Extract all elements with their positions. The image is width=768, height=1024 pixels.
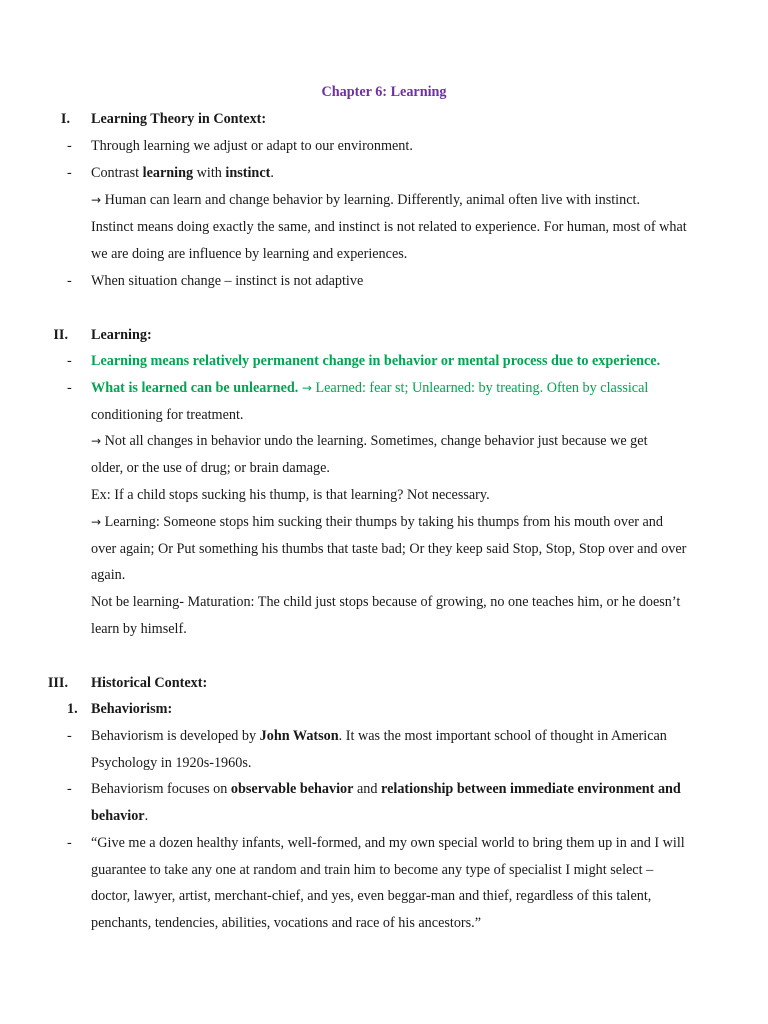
section-2-paragraph-6: again. <box>91 567 126 583</box>
section-3-number: III. <box>47 675 68 691</box>
arrow-right-icon: → <box>91 515 102 529</box>
section-2-bullet-2-continued: conditioning for treatment. <box>91 407 244 423</box>
section-1-bullet-3: When situation change – instinct is not adaptive <box>91 273 364 289</box>
bullet-dash: - <box>67 138 72 154</box>
section-2-bullet-1: Learning means relatively permanent change in behavior or mental process due to experience. <box>91 353 661 369</box>
arrow-right-icon: → <box>91 193 102 207</box>
section-1-paragraph-1: → Human can learn and change behavior by learning. Differently, animal often live with instinct. <box>91 192 641 208</box>
bullet-dash: - <box>67 835 72 851</box>
section-3-bullet-1-continued: Psychology in 1920s-1960s. <box>91 755 252 771</box>
section-2-paragraph-1: → Not all changes in behavior undo the learning. Sometimes, change behavior just because we get <box>91 433 648 449</box>
bullet-dash: - <box>67 353 72 369</box>
watson-quote-line-1: “Give me a dozen healthy infants, well-formed, and my own special world to bring them up in and I will <box>91 835 685 851</box>
section-2-number: II. <box>53 327 68 343</box>
watson-quote-line-3: doctor, lawyer, artist, merchant-chief, and yes, even beggar-man and thief, regardless of this talent, <box>91 888 652 904</box>
chapter-title: Chapter 6: Learning <box>321 84 447 100</box>
section-3-bullet-2: Behaviorism focuses on observable behavior and relationship between immediate environment and <box>91 781 681 797</box>
bullet-dash: - <box>67 165 72 181</box>
section-3-heading: Historical Context: <box>91 675 208 691</box>
watson-quote-line-4: penchants, tendencies, abilities, vocations and race of his ancestors.” <box>91 915 482 931</box>
subsection-1-number: 1. <box>67 701 78 717</box>
section-2-paragraph-7: Not be learning- Maturation: The child just stops because of growing, no one teaches him, or he doesn’t <box>91 594 681 610</box>
section-2-bullet-2: What is learned can be unlearned. → Learned: fear st; Unlearned: by treating. Often by classical <box>91 380 649 396</box>
bullet-dash: - <box>67 273 72 289</box>
section-1-paragraph-3: we are doing are influence by learning and experiences. <box>91 246 408 262</box>
watson-quote-line-2: guarantee to take any one at random and train him to become any type of specialist I might select – <box>91 862 654 878</box>
subsection-1-heading: Behaviorism: <box>91 701 173 717</box>
section-1-heading: Learning Theory in Context: <box>91 111 267 127</box>
section-2-paragraph-3: Ex: If a child stops sucking his thump, is that learning? Not necessary. <box>91 487 490 503</box>
bullet-dash: - <box>67 781 72 797</box>
section-2-paragraph-2: older, or the use of drug; or brain damage. <box>91 460 330 476</box>
section-1-bullet-2: Contrast learning with instinct. <box>91 165 274 181</box>
section-2-paragraph-5: over again; Or Put something his thumbs that taste bad; Or they keep said Stop, Stop, Stop over and over <box>91 541 687 557</box>
section-2-paragraph-8: learn by himself. <box>91 621 187 637</box>
section-3-bullet-1: Behaviorism is developed by John Watson. It was the most important school of thought in American <box>91 728 667 744</box>
section-1-paragraph-2: Instinct means doing exactly the same, and instinct is not related to experience. For human, most of what <box>91 219 687 235</box>
section-1-bullet-1: Through learning we adjust or adapt to our environment. <box>91 138 413 154</box>
arrow-right-icon: → <box>91 434 102 448</box>
section-1-number: I. <box>60 111 70 127</box>
arrow-right-icon: → <box>301 381 312 395</box>
section-2-paragraph-4: → Learning: Someone stops him sucking their thumps by taking his thumps from his mouth over and <box>91 514 663 530</box>
section-3-bullet-2-continued: behavior. <box>91 808 149 824</box>
bullet-dash: - <box>67 728 72 744</box>
bullet-dash: - <box>67 380 72 396</box>
section-2-heading: Learning: <box>91 327 152 343</box>
